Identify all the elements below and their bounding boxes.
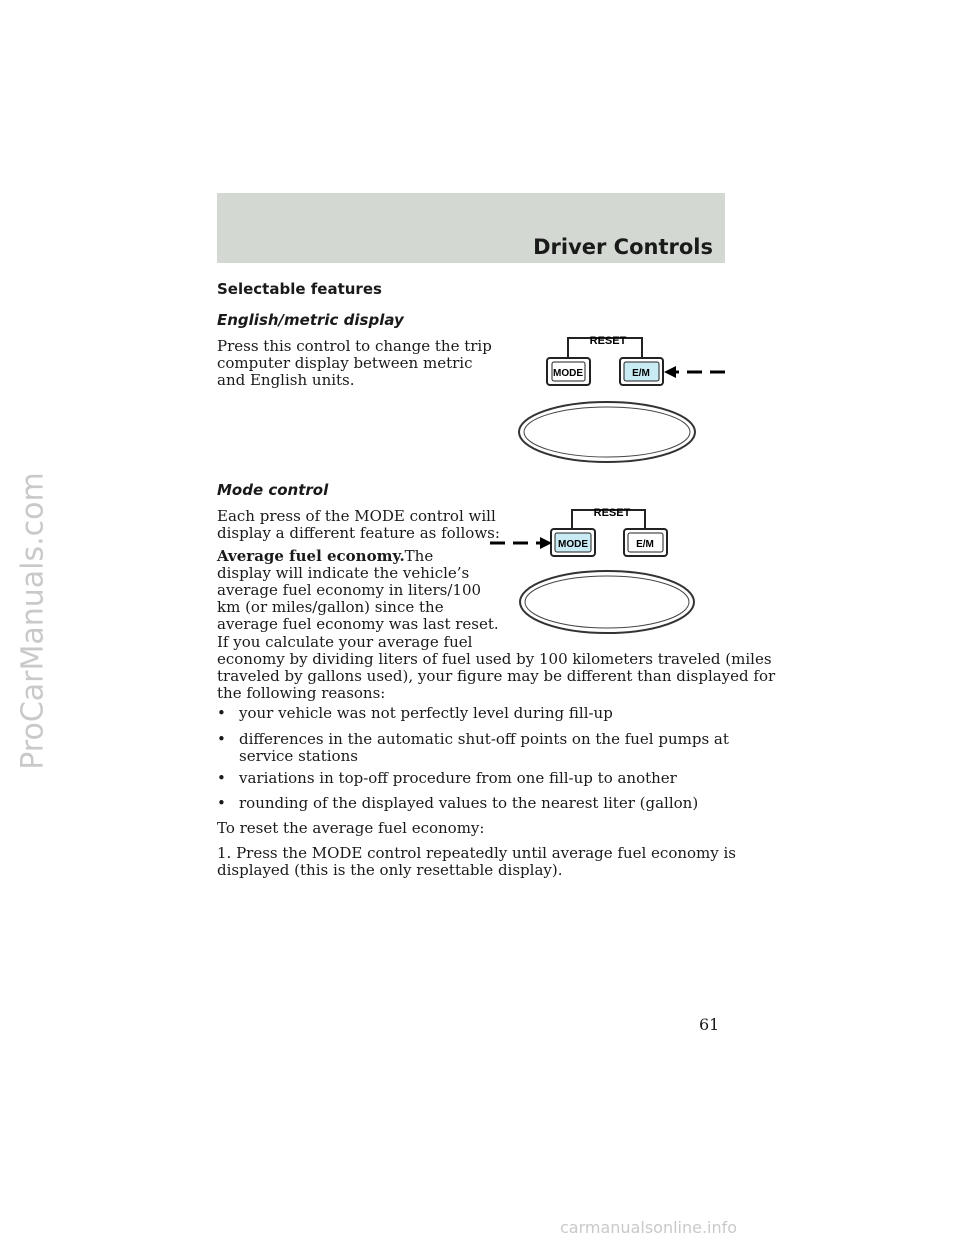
reset-label: RESET <box>589 335 627 347</box>
mode-button-label: MODE <box>558 539 588 550</box>
mode-control-diagram <box>485 500 715 640</box>
section-header-band <box>217 193 725 263</box>
page-number: 61 <box>699 1015 720 1034</box>
section-heading: Selectable features <box>217 280 382 298</box>
em-button-label: E/M <box>636 539 654 550</box>
em-control-diagram <box>510 330 735 465</box>
reset-label: RESET <box>593 507 631 519</box>
mode-control-heading: Mode control <box>217 481 329 499</box>
page-section-title: Driver Controls <box>533 235 713 259</box>
avg-fuel-economy-text: Average fuel economy.The display will indicate the vehicle’s average fuel economy in liters/100 km (or miles/gallon) since the average fuel economy was last reset. <box>217 547 499 633</box>
em-button-label: E/M <box>632 368 650 379</box>
english-metric-text: Press this control to change the trip computer display between metric and English units. <box>217 337 492 389</box>
bottom-watermark: carmanualsonline.info <box>560 1218 738 1237</box>
english-metric-heading: English/metric display <box>217 311 404 329</box>
mode-control-intro: Each press of the MODE control will display a different feature as follows: <box>217 507 500 542</box>
calculation-text: If you calculate your average fuel economy by dividing liters of fuel used by 100 kilometers traveled (miles traveled by gallons used), your figure may be different than displayed for the following reasons: <box>217 633 776 702</box>
side-watermark: ProCarManuals.com <box>15 472 51 770</box>
mode-button-label: MODE <box>553 368 583 379</box>
reset-intro: To reset the average fuel economy: <box>217 819 485 837</box>
reset-step-1: 1. Press the MODE control repeatedly until average fuel economy is displayed (this is the only resettable display). <box>217 844 737 879</box>
